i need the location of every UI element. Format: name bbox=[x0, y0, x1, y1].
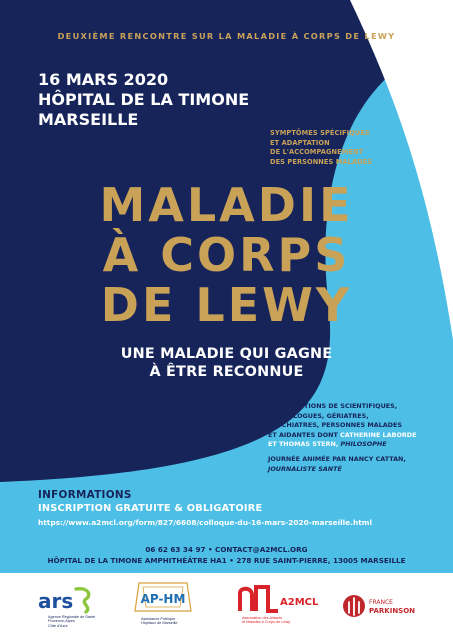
interventions-line bbox=[268, 431, 448, 441]
animation-block bbox=[268, 455, 448, 474]
interventions-line: PSYCHIATRES, PERSONNES MALADES bbox=[268, 421, 402, 430]
main-title-line-3: DE LEWY bbox=[100, 278, 353, 332]
france-parkinson-logo bbox=[342, 593, 422, 621]
speaker-stern: ET THOMAS STERN, bbox=[268, 440, 339, 449]
contact-address: HÔPITAL DE LA TIMONE AMPHITHÉÂTRE HA1 • 278 RUE SAINT-PIERRE, 13005 MARSEILLE bbox=[47, 556, 406, 565]
aphm-caption-line: Hôpitaux de Marseille bbox=[141, 621, 178, 626]
fp-wordmark-line-2: PARKINSON bbox=[369, 607, 416, 615]
interventions-block bbox=[268, 402, 448, 450]
main-title-line-1: MALADIE bbox=[99, 178, 354, 232]
a2mcl-logo bbox=[238, 585, 319, 629]
a2mcl-caption-line: Association des Aidants bbox=[242, 616, 283, 620]
ars-wordmark: ars bbox=[38, 589, 74, 613]
fp-wordmark-line-1: FRANCE bbox=[369, 599, 393, 606]
france-parkinson-mark-icon bbox=[342, 593, 422, 621]
symptoms-block bbox=[270, 129, 440, 167]
interventions-line: INTERVENTIONS DE SCIENTIFIQUES, bbox=[268, 402, 398, 410]
event-date: 16 MARS 2020 bbox=[38, 70, 169, 89]
a2mcl-wordmark: A2MCL bbox=[280, 597, 319, 608]
event-city: MARSEILLE bbox=[38, 110, 139, 129]
a2mcl-caption-line: et Malades à Corps de Lewy bbox=[242, 620, 291, 625]
symptoms-line: DE L'ACCOMPAGNEMENT bbox=[270, 148, 364, 157]
aphm-caption-line: Assistance Publique bbox=[141, 617, 176, 621]
ars-mark-icon bbox=[36, 585, 96, 615]
aphm-mark-icon bbox=[133, 581, 193, 615]
symptoms-line: SYMPTÔMES SPÉCIFIQUES bbox=[270, 129, 370, 137]
speaker-role: PHILOSOPHE bbox=[338, 440, 387, 449]
registration-note: INSCRIPTION GRATUITE & OBLIGATOIRE bbox=[38, 503, 263, 514]
aphm-logo bbox=[133, 581, 193, 635]
a2mcl-mark-icon bbox=[238, 585, 319, 613]
animation-line bbox=[268, 465, 448, 475]
interventions-line bbox=[268, 440, 448, 450]
registration-link[interactable]: https://www.a2mcl.org/form/827/6608/colloque-du-16-mars-2020-marseille.html bbox=[38, 518, 373, 527]
symptoms-line: ET ADAPTATION bbox=[270, 138, 330, 147]
speaker-laborde: CATHERINE LABORDE bbox=[337, 430, 417, 439]
event-venue: HÔPITAL DE LA TIMONE bbox=[38, 90, 250, 109]
contact-phone-email[interactable]: 06 62 63 34 97 • CONTACT@A2MCL.ORG bbox=[145, 545, 308, 554]
interventions-text: ET AIDANTES DONT bbox=[268, 430, 338, 439]
event-tagline: DEUXIÈME RENCONTRE SUR LA MALADIE À CORPS DE LEWY bbox=[57, 31, 396, 41]
ars-logo bbox=[36, 585, 96, 629]
aphm-wordmark: AP-HM bbox=[140, 592, 186, 606]
main-title-line-2: À CORPS bbox=[102, 228, 351, 282]
subtitle-line-1: UNE MALADIE QUI GAGNE bbox=[120, 346, 333, 362]
ars-caption-line: Provence-Alpes bbox=[48, 619, 75, 624]
animation-line: JOURNÉE ANIMÉE PAR NANCY CATTAN, bbox=[268, 455, 406, 463]
ars-caption bbox=[48, 615, 95, 628]
subtitle-line-2: À ÊTRE RECONNUE bbox=[149, 364, 304, 380]
symptoms-line: DES PERSONNES MALADES bbox=[270, 157, 373, 166]
ars-caption-line: Agence Régionale de Santé bbox=[48, 615, 96, 619]
info-heading: INFORMATIONS bbox=[38, 489, 132, 501]
interventions-line: NEUROLOGUES, GÉRIATRES, bbox=[268, 411, 369, 420]
aphm-caption bbox=[141, 617, 178, 626]
animation-role: JOURNALISTE SANTÉ bbox=[268, 464, 342, 473]
ars-caption-line: Côte d'Azur bbox=[48, 623, 68, 628]
logo-bar bbox=[0, 573, 453, 639]
a2mcl-caption bbox=[242, 616, 290, 625]
